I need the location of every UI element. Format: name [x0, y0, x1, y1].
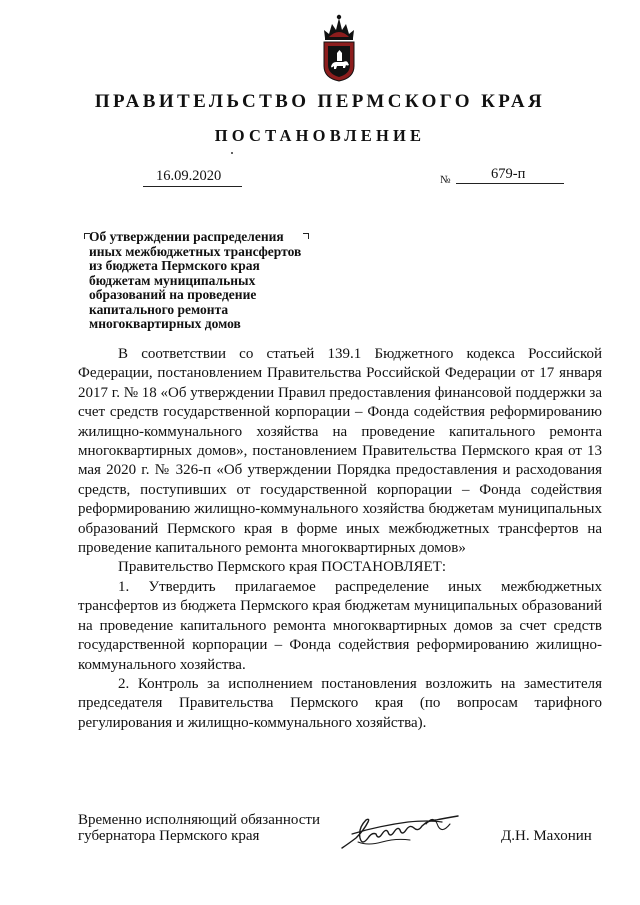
document-subject	[89, 230, 339, 332]
number-sign: №	[440, 174, 451, 186]
number-underline	[456, 183, 564, 184]
government-title: ПРАВИТЕЛЬСТВО ПЕРМСКОГО КРАЯ	[94, 91, 546, 112]
stray-dot	[231, 152, 233, 154]
resolution-statement: Правительство Пермского края ПОСТАНОВЛЯЕТ:	[118, 559, 447, 576]
signer-name: Д.Н. Махонин	[501, 828, 592, 844]
document-date: 16.09.2020	[156, 168, 222, 184]
signer-position-line: губернатора Пермского края	[78, 828, 260, 844]
document-number: 679-п	[491, 166, 526, 182]
handwritten-signature-icon	[338, 808, 464, 854]
crown-icon	[324, 15, 354, 40]
signer-position-line: Временно исполняющий обязанности	[78, 812, 321, 828]
coat-of-arms-icon	[318, 12, 360, 82]
subject-line: многоквартирных домов	[89, 316, 241, 331]
subject-line: из бюджета Пермского края	[89, 258, 260, 273]
document-body	[78, 345, 602, 733]
subject-line: бюджетам муниципальных	[89, 272, 256, 288]
subject-line: иных межбюджетных трансфертов	[89, 243, 302, 259]
signer-position	[78, 812, 320, 844]
clause-1: 1. Утвердить прилагаемое распределение иных межбюджетных трансфертов из бюджета Пермского края бюджетам муниципальных образований на проведение капитального ремонта многоквартирных домов за счет средств государственной корпорации – Фонда содействия реформированию жилищно-коммунального хозяйства.	[78, 578, 602, 673]
date-underline	[143, 186, 242, 187]
preamble-paragraph: В соответствии со статьей 139.1 Бюджетного кодекса Российской Федерации, постановлением Правительства Российской Федерации от 17 января 2017 г. № 18 «Об утверждении Правил предоставления финансовой поддержки за счет средств государственной корпорации – Фонда содействия реформированию жилищно-коммунального хозяйства на проведение капитального ремонта многоквартирных домов», постановлением Правительства Пермского края от 13 мая 2020 г. № 326-п «Об утверждении Порядка предоставления и расходования средств, поступивших от государственной корпорации – Фонда содействия реформированию жилищно-коммунального хозяйства бюджетам муниципальных образований Пермского края в форме иных межбюджетных трансфертов на проведение капитального ремонта многоквартирных домов»	[78, 346, 602, 557]
subject-line: Об утверждении распределения	[89, 229, 284, 244]
document-type: ПОСТАНОВЛЕНИЕ	[214, 126, 426, 145]
subject-line: капитального ремонта	[89, 301, 229, 317]
subject-line: образований на проведение	[89, 287, 257, 302]
clause-2: 2. Контроль за исполнением постановления возложить на заместителя председателя Правительства Пермского края (по вопросам тарифного регулирования и жилищно-коммунального хозяйства).	[78, 675, 602, 731]
